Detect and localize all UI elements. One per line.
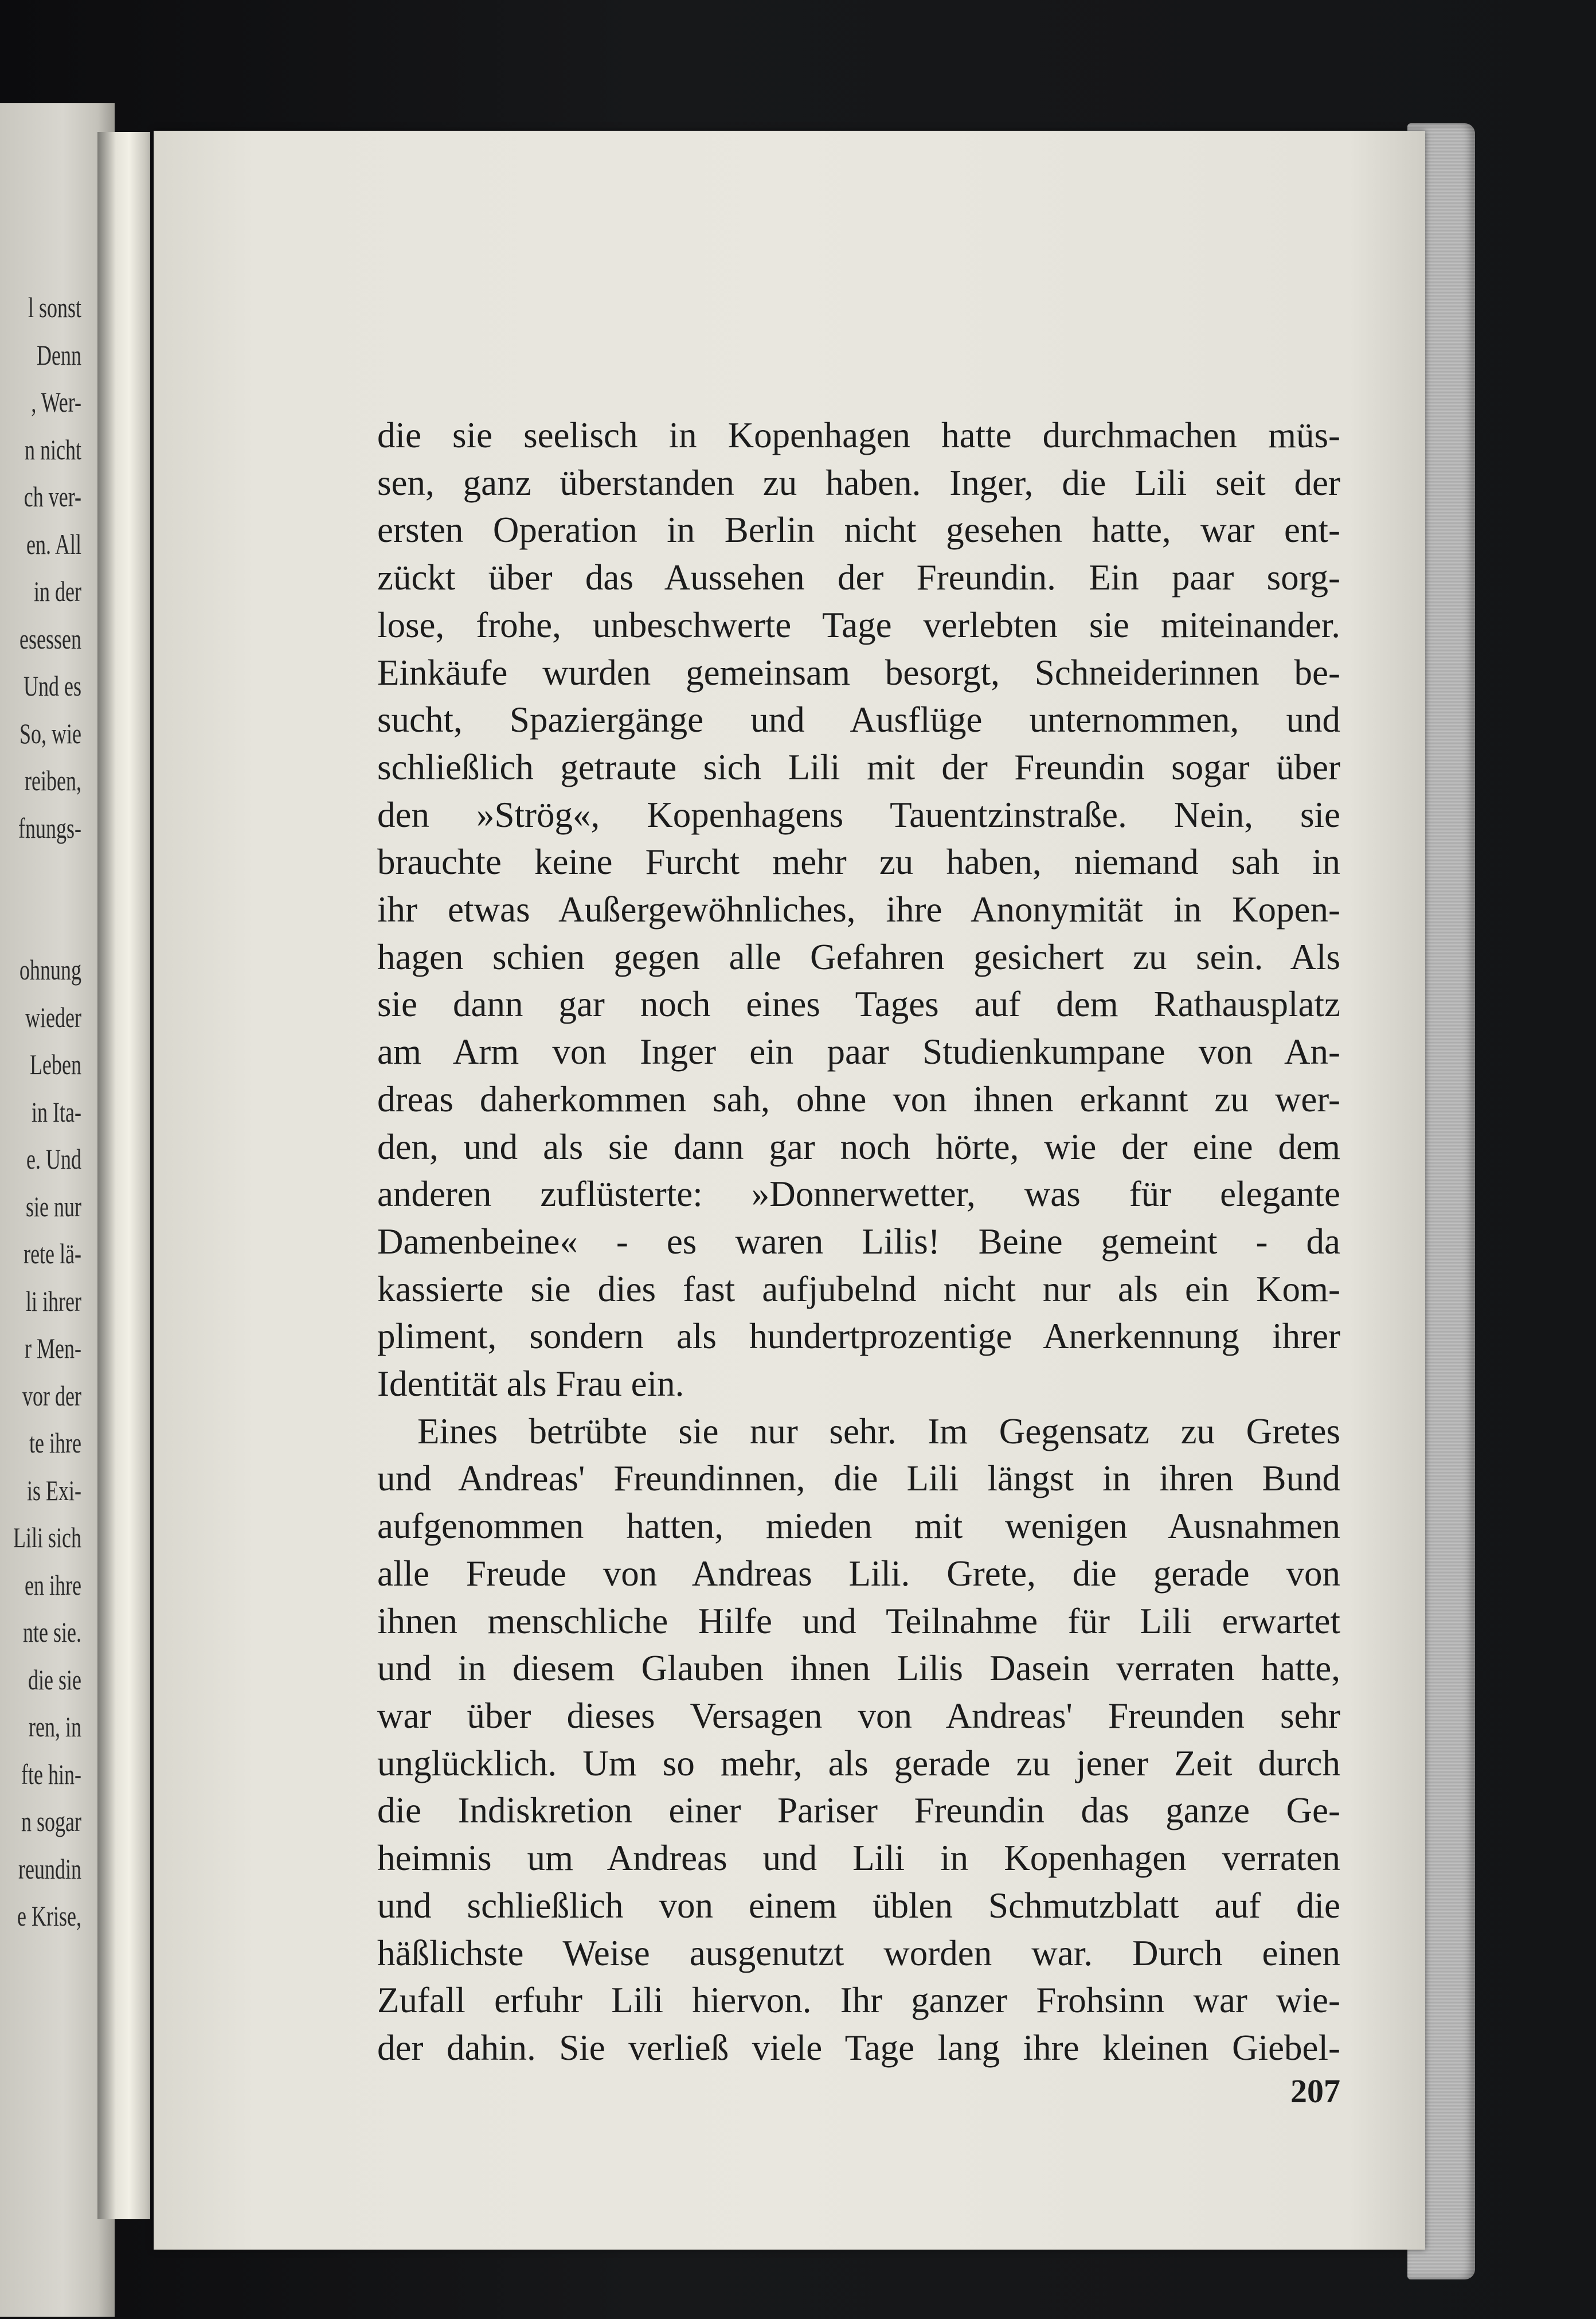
left-line: e. Und bbox=[26, 1143, 81, 1175]
book-gutter bbox=[97, 132, 150, 2219]
left-line: fnungs- bbox=[18, 811, 81, 844]
text-line: sucht, Spaziergänge und Ausflüge unternommen, und bbox=[377, 700, 1340, 740]
left-line: n nicht bbox=[25, 433, 81, 466]
left-line: in Ita- bbox=[32, 1095, 81, 1128]
left-line: fte hin- bbox=[21, 1758, 81, 1790]
text-line: ersten Operation in Berlin nicht gesehen hatte, war ent- bbox=[377, 510, 1340, 551]
left-line: sie nur bbox=[26, 1190, 81, 1223]
left-line: li ihrer bbox=[26, 1285, 81, 1317]
text-line: hagen schien gegen alle Gefahren gesichert zu sein. Als bbox=[377, 936, 1340, 977]
left-line: reiben, bbox=[25, 764, 81, 797]
left-line: vor der bbox=[22, 1379, 81, 1412]
text-line: ihr etwas Außergewöhnliches, ihre Anonymität in Kopen- bbox=[377, 889, 1340, 930]
left-line: en. All bbox=[26, 528, 81, 560]
left-line: is Exi- bbox=[27, 1474, 81, 1506]
right-page bbox=[154, 131, 1425, 2250]
text-line: Zufall erfuhr Lili hiervon. Ihr ganzer Frohsinn war wie- bbox=[377, 1980, 1340, 2021]
left-line: Lili sich bbox=[13, 1521, 81, 1553]
left-line: te ihre bbox=[29, 1427, 81, 1459]
left-line: n sogar bbox=[21, 1805, 81, 1837]
page-number: 207 bbox=[1290, 2072, 1340, 2110]
text-line: die sie seelisch in Kopenhagen hatte durchmachen müs- bbox=[377, 415, 1340, 455]
text-line: zückt über das Aussehen der Freundin. Ein paar sorg- bbox=[377, 557, 1340, 598]
text-line: anderen zuflüsterte: »Donnerwetter, was für elegante bbox=[377, 1174, 1340, 1215]
text-line: häßlichste Weise ausgenutzt worden war. Durch einen bbox=[377, 1932, 1340, 1973]
left-line: Und es bbox=[24, 670, 81, 702]
text-line: schließlich getraute sich Lili mit der Freundin sogar über bbox=[377, 747, 1340, 787]
text-line: heimnis um Andreas und Lili in Kopenhagen verraten bbox=[377, 1838, 1340, 1879]
text-line: lose, frohe, unbeschwerte Tage verlebten sie miteinander. bbox=[377, 604, 1340, 645]
text-line: und Andreas' Freundinnen, die Lili längst in ihren Bund bbox=[377, 1458, 1340, 1499]
text-line: und in diesem Glauben ihnen Lilis Dasein verraten hatte, bbox=[377, 1648, 1340, 1689]
text-line: kassierte sie dies fast aufjubelnd nicht nur als ein Kom- bbox=[377, 1268, 1340, 1309]
text-line: den, und als sie dann gar noch hörte, wie der eine dem bbox=[377, 1126, 1340, 1167]
page-body-text bbox=[377, 412, 1340, 2072]
left-line: Leben bbox=[30, 1048, 81, 1080]
text-line: der dahin. Sie verließ viele Tage lang ihre kleinen Giebel- bbox=[377, 2027, 1340, 2068]
text-line: die Indiskretion einer Pariser Freundin das ganze Ge- bbox=[377, 1790, 1340, 1831]
left-line: rete lä- bbox=[24, 1237, 81, 1270]
left-line: in der bbox=[34, 575, 81, 607]
text-line: Einkäufe wurden gemeinsam besorgt, Schneiderinnen be- bbox=[377, 652, 1340, 693]
left-line: ohnung bbox=[19, 954, 81, 986]
left-line: So, wie bbox=[19, 717, 81, 749]
left-line: en ihre bbox=[25, 1568, 81, 1601]
text-line: dreas daherkommen sah, ohne von ihnen erkannt zu wer- bbox=[377, 1079, 1340, 1119]
left-line: die sie bbox=[28, 1663, 81, 1696]
left-page-text bbox=[0, 284, 81, 1940]
left-line: wieder bbox=[25, 1001, 81, 1033]
left-line: e Krise, bbox=[17, 1900, 81, 1932]
left-line: nte sie. bbox=[23, 1616, 81, 1648]
text-line: Eines betrübte sie nur sehr. Im Gegensatz zu Gretes bbox=[417, 1411, 1340, 1451]
left-line: esessen bbox=[19, 622, 81, 655]
text-line: pliment, sondern als hundertprozentige Anerkennung ihrer bbox=[377, 1316, 1340, 1357]
text-line: unglücklich. Um so mehr, als gerade zu jener Zeit durch bbox=[377, 1743, 1340, 1783]
text-line: aufgenommen hatten, mieden mit wenigen Ausnahmen bbox=[377, 1506, 1340, 1547]
text-line: war über dieses Versagen von Andreas' Freunden sehr bbox=[377, 1695, 1340, 1736]
left-line: ch ver- bbox=[24, 481, 81, 513]
text-line: am Arm von Inger ein paar Studienkumpane von An- bbox=[377, 1032, 1340, 1072]
text-line: sie dann gar noch eines Tages auf dem Rathausplatz bbox=[377, 984, 1340, 1025]
text-line: Identität als Frau ein. bbox=[377, 1364, 684, 1404]
left-line: Denn bbox=[37, 338, 81, 371]
text-line: sen, ganz überstanden zu haben. Inger, die Lili seit der bbox=[377, 462, 1340, 503]
left-line: r Men- bbox=[25, 1332, 81, 1364]
text-line: alle Freude von Andreas Lili. Grete, die gerade von bbox=[377, 1553, 1340, 1594]
text-line: ihnen menschliche Hilfe und Teilnahme für Lili erwartet bbox=[377, 1600, 1340, 1641]
text-line: den »Strög«, Kopenhagens Tauentzinstraße. Nein, sie bbox=[377, 794, 1340, 835]
text-line: und schließlich von einem üblen Schmutzblatt auf die bbox=[377, 1885, 1340, 1926]
text-line: brauchte keine Furcht mehr zu haben, niemand sah in bbox=[377, 842, 1340, 883]
left-line: , Wer- bbox=[31, 386, 81, 418]
text-line: Damenbeine« - es waren Lilis! Beine gemeint - da bbox=[377, 1221, 1340, 1262]
left-line: ren, in bbox=[29, 1711, 81, 1743]
left-line: reundin bbox=[18, 1852, 81, 1885]
left-line: l sonst bbox=[28, 291, 81, 323]
